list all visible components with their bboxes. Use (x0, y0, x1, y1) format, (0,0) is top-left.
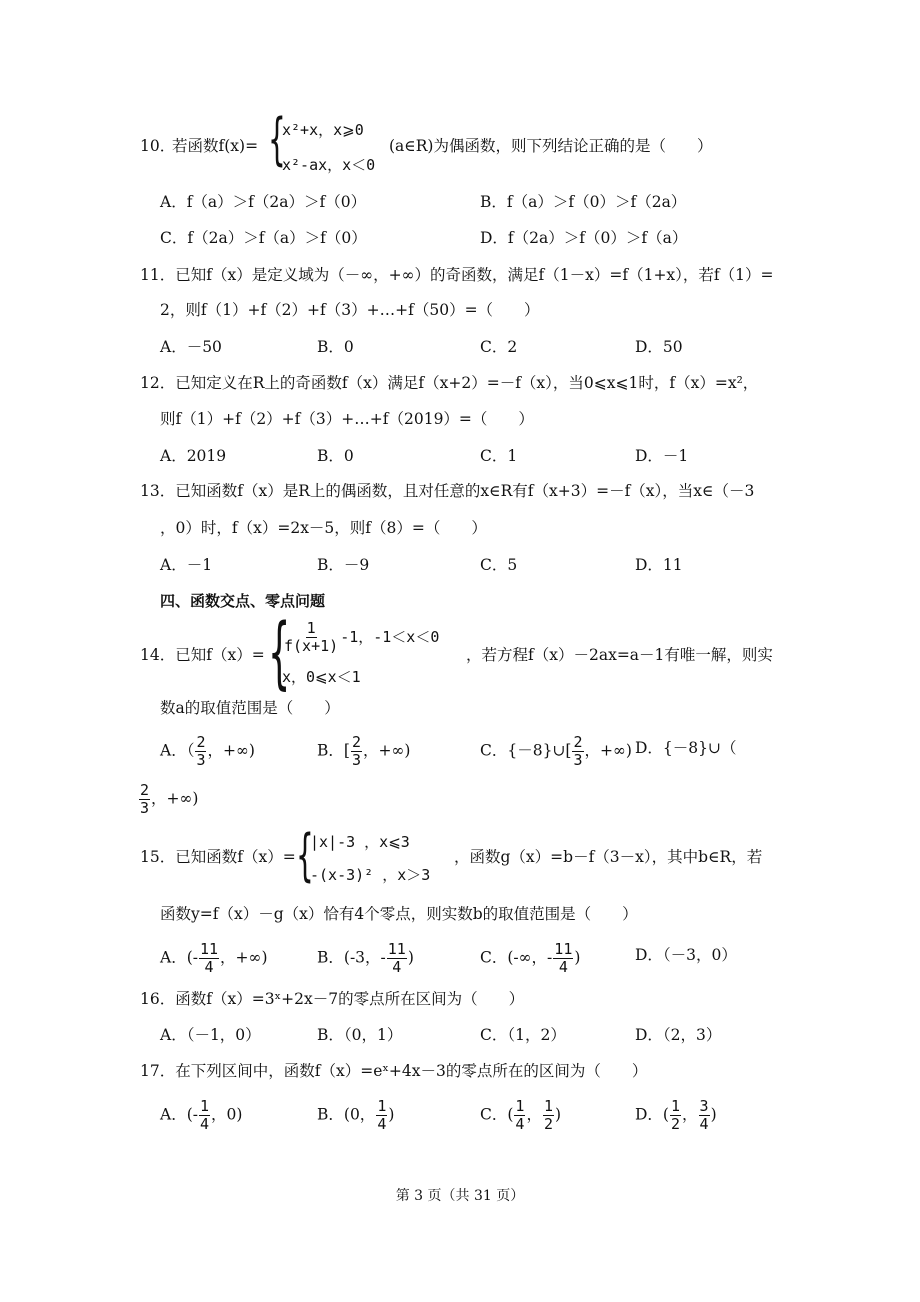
q14-line-2: 数a的取值范围是（ ） (160, 699, 340, 717)
q15-option-b: B．(-3，- $\frac{11}{4}$ ) (317, 940, 414, 976)
q15-case1: |x|-3 ，x⩽3 (310, 833, 410, 851)
q14-option-b: B．[ $\frac{2}{3}$ ，+∞) (317, 733, 411, 769)
q16-option-b: B．（0，1） (317, 1026, 403, 1044)
q14-case1 (282, 620, 439, 655)
q10-option-a: A．f（a）＞f（2a）＞f（0） (160, 193, 367, 211)
q17-option-c: C．( $\frac{1}{4}$ ， $\frac{1}{2}$ ) (480, 1097, 562, 1133)
q16-option-c: C．（1，2） (480, 1026, 566, 1044)
q10-number: 10． (140, 137, 176, 155)
q16-option-d: D．（2，3） (635, 1026, 722, 1044)
q11-option-b: B．0 (317, 338, 354, 356)
q13-line-2: ，0）时，f（x）=2x－5，则f（8）=（ ） (160, 519, 487, 537)
q15-option-a: A．(- $\frac{11}{4}$ ，+∞) (160, 940, 268, 976)
q16-option-a: A．（－1，0） (160, 1026, 261, 1044)
q12-line-1: 12．已知定义在R上的奇函数f（x）满足f（x+2）=－f（x），当0⩽x⩽1时，f（x）=x²， (140, 374, 759, 392)
q14-brace: { (268, 608, 291, 698)
q14-d-fraction: $\frac{2}{3}$ (140, 781, 150, 817)
q15-tail: ，函数g（x）=b－f（3－x），其中b∈R，若 (454, 848, 763, 866)
q13-option-d: D．11 (635, 556, 683, 574)
q14-frac-numerator: 1 (306, 619, 316, 637)
q11-option-c: C．2 (480, 338, 518, 356)
q14-option-d-end: $\frac{2}{3}$ ，+∞) (140, 781, 199, 817)
q12-option-a: A．2019 (160, 447, 227, 465)
page-footer: 第 3 页（共 31 页） (395, 1188, 525, 1204)
q11-line-2: 2，则f（1）+f（2）+f（3）+…+f（50）=（ ） (160, 301, 540, 319)
q17-line-1: 17．在下列区间中，函数f（x）=eˣ+4x－3的零点所在的区间为（ ） (140, 1062, 648, 1080)
q11-line-1: 11．已知f（x）是定义域为（－∞，+∞）的奇函数，满足f（1－x）=f（1+x），若f（1）= (140, 266, 774, 284)
q11-option-a: A．－50 (160, 338, 222, 356)
q13-option-a: A．－1 (160, 556, 213, 574)
q17-c-fraction-1: $\frac{1}{4}$ (515, 1097, 525, 1133)
q13-line-1: 13．已知函数f（x）是R上的偶函数，且对任意的x∈R有f（x+3）=－f（x），当x∈（－3 (140, 482, 755, 500)
q14-case1-fraction (283, 620, 339, 655)
q17-c-fraction-2: $\frac{1}{2}$ (543, 1097, 553, 1133)
q11-option-d: D．50 (635, 338, 683, 356)
q10-case1: x²+x，x⩾0 (282, 121, 364, 139)
q12-line-2: 则f（1）+f（2）+f（3）+…+f（2019）=（ ） (160, 410, 534, 428)
section-heading: 四、函数交点、零点问题 (160, 592, 326, 610)
q15-a-fraction: $\frac{11}{4}$ (199, 940, 219, 976)
q14-c-fraction: $\frac{2}{3}$ (573, 733, 583, 769)
q12-option-d: D．－1 (635, 447, 689, 465)
q14-a-fraction: $\frac{2}{3}$ (196, 733, 206, 769)
q10-option-c: C．f（2a）＞f（a）＞f（0） (160, 229, 367, 247)
q10-option-d: D．f（2a）＞f（0）＞f（a） (480, 229, 688, 247)
q14-b-fraction: $\frac{2}{3}$ (351, 733, 361, 769)
q17-d-fraction-1: $\frac{1}{2}$ (670, 1097, 681, 1133)
q12-option-c: C．1 (480, 447, 518, 465)
q10-brace: { (268, 107, 286, 172)
q17-d-fraction-2: $\frac{3}{4}$ (699, 1097, 709, 1133)
q15-b-fraction: $\frac{11}{4}$ (387, 940, 406, 976)
q14-lead: 14．已知f（x）= (140, 646, 265, 664)
q17-option-a: A．(- $\frac{1}{4}$ ，0) (160, 1097, 243, 1133)
q13-option-b: B．－9 (317, 556, 370, 574)
q10-case2: x²-ax，x＜0 (282, 156, 376, 174)
q13-option-c: C．5 (480, 556, 518, 574)
q14-tail: ，若方程f（x）－2ax=a－1有唯一解，则实 (466, 646, 773, 664)
q17-b-fraction: $\frac{1}{4}$ (377, 1097, 387, 1133)
q15-line-2: 函数y=f（x）－g（x）恰有4个零点，则实数b的取值范围是（ ） (160, 905, 638, 923)
q15-c-fraction: $\frac{11}{4}$ (554, 940, 573, 976)
q10-tail: (a∈R)为偶函数，则下列结论正确的是（ ） (389, 137, 713, 155)
q15-option-c: C．(-∞，- $\frac{11}{4}$ ) (480, 940, 581, 976)
q10-option-b: B．f（a）＞f（0）＞f（2a） (480, 193, 687, 211)
q17-option-b: B．(0， $\frac{1}{4}$ ) (317, 1097, 395, 1133)
q15-lead: 15．已知函数f（x）= (140, 848, 296, 866)
q14-option-a: A．（ $\frac{2}{3}$ ，+∞) (160, 733, 255, 769)
q12-option-b: B．0 (317, 447, 354, 465)
q10-lead: 若函数f(x)= (172, 137, 259, 155)
q15-brace: { (296, 823, 314, 888)
q14-case1-tail: -1，-1＜x＜0 (340, 628, 440, 646)
q17-option-d: D．( $\frac{1}{2}$ ， $\frac{3}{4}$ ) (635, 1097, 717, 1133)
q14-option-d-start: D．{－8}∪（ (635, 739, 737, 757)
q14-case2: x，0⩽x＜1 (282, 668, 361, 686)
q14-frac-denominator: f(x+1) (284, 637, 339, 655)
q15-case2: -(x-3)² ，x＞3 (310, 866, 431, 884)
q15-option-d: D．（－3，0） (635, 946, 737, 964)
q17-a-fraction: $\frac{1}{4}$ (199, 1097, 210, 1133)
q16-line-1: 16．函数f（x）=3ˣ+2x－7的零点所在区间为（ ） (140, 990, 525, 1008)
q14-option-c: C．{－8}∪[ $\frac{2}{3}$ ，+∞) (480, 733, 632, 769)
